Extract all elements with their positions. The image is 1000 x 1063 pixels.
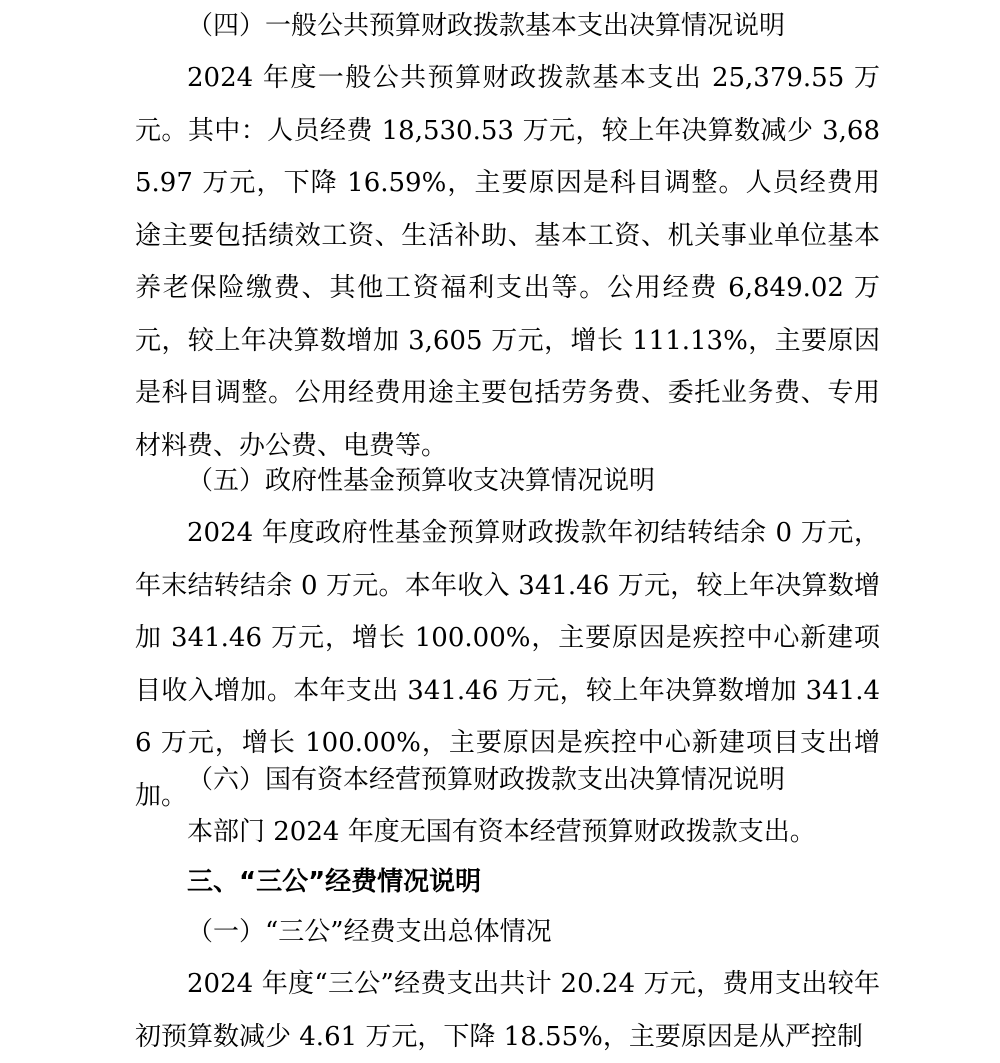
section-body-6: 本部门 2024 年度无国有资本经营预算财政拨款支出。 bbox=[187, 817, 816, 847]
section-heading-4: （四）一般公共预算财政拨款基本支出决算情况说明 bbox=[187, 11, 786, 41]
subsection-heading-3-1: （一）“三公”经费支出总体情况 bbox=[187, 917, 552, 947]
section-heading-6: （六）国有资本经营预算财政拨款支出决算情况说明 bbox=[187, 765, 786, 795]
section-heading-3: 三、“三公”经费情况说明 bbox=[187, 867, 482, 897]
section-body-5: 2024 年度政府性基金预算财政拨款年初结转结余 0 万元，年末结转结余 0 万元。本年收入 341.46 万元，较上年决算数增加 341.46 万元，增长 100.00%，主要原因是疾控中心新建项目收入增加。本年支出 341.46 万元，较上年决算数增加 341.46 万元，增长 100.00%，主要原因是疾控中心新建项目支出增加。 bbox=[135, 518, 880, 811]
subsection-body-3-1: 2024 年度“三公”经费支出共计 20.24 万元，费用支出较年初预算数减少 4.61 万元，下降 18.55%，主要原因是从严控制 bbox=[135, 969, 880, 1052]
section-body-4: 2024 年度一般公共预算财政拨款基本支出 25,379.55 万元。其中：人员经费 18,530.53 万元，较上年决算数减少 3,685.97 万元，下降 16.59%，主要原因是科目调整。人员经费用途主要包括绩效工资、生活补助、基本工资、机关事业单位基本养老保险缴费、其他工资福利支出等。公用经费 6,849.02 万元，较上年决算数增加 3,605 万元，增长 111.13%，主要原因是科目调整。公用经费用途主要包括劳务费、委托业务费、专用材料费、办公费、电费等。 bbox=[135, 63, 880, 461]
section-heading-5: （五）政府性基金预算收支决算情况说明 bbox=[187, 466, 656, 496]
